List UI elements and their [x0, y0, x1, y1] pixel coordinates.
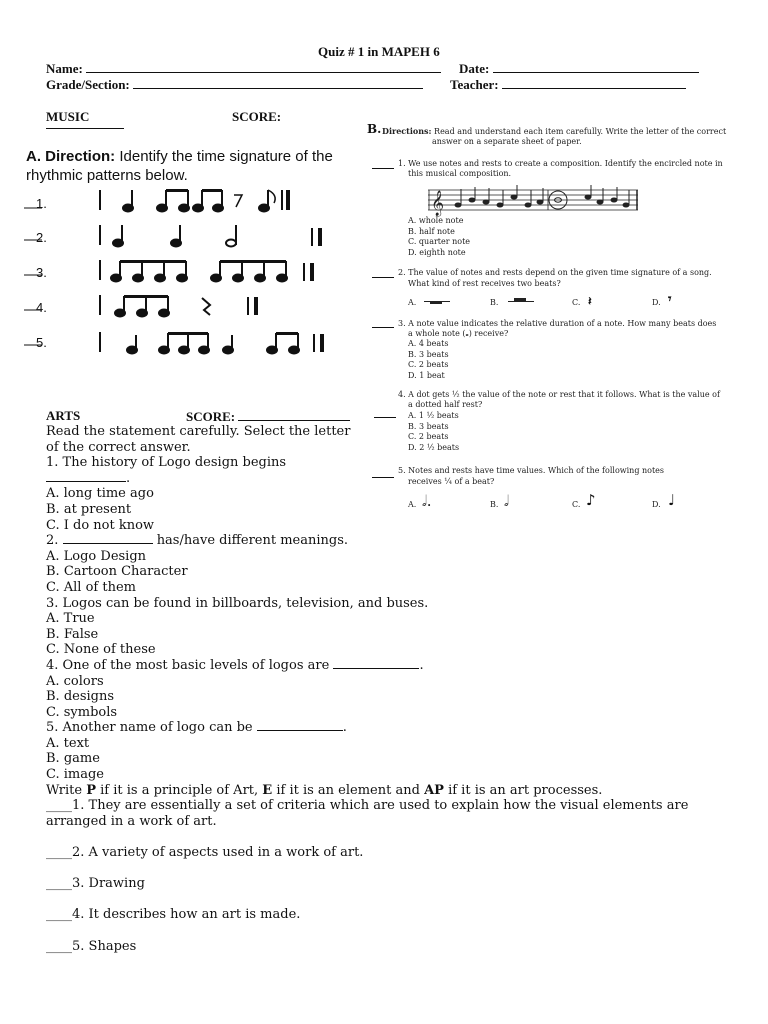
b-q4-option-b[interactable]: B. 3 beats: [408, 421, 449, 431]
arts-score-field[interactable]: [238, 408, 350, 421]
arts-item-2: ____2. A variety of aspects used in a work of art.: [46, 845, 364, 861]
b-q3-text: 3. A note value indicates the relative duration of a note. How many beats does: [398, 319, 717, 328]
arts-item-4: ____4. It describes how an art is made.: [46, 907, 301, 923]
b-q5-text: 5. Notes and rests have time values. Which of the following notes: [398, 466, 665, 475]
arts-q4-b[interactable]: B. designs: [46, 689, 115, 705]
b-q5-option-a[interactable]: A.: [408, 500, 417, 509]
grade-field[interactable]: [133, 76, 423, 89]
b-q4-text: 4. A dot gets ½ the value of the note or rest that it follows. What is the value of: [398, 390, 720, 399]
arts-q2-c[interactable]: C. All of them: [46, 579, 136, 595]
arts-q5-row: 5. Another name of logo can be .: [46, 720, 347, 736]
rhythm-item-1: 1.: [36, 196, 47, 211]
dotted-half-note-icon: 𝅗𝅥.: [422, 492, 432, 510]
arts-q2-text: has/have different meanings.: [156, 533, 348, 549]
name-field[interactable]: [86, 60, 441, 73]
ap-label: AP: [424, 782, 444, 798]
half-note-icon: 𝅗𝅥: [504, 492, 509, 510]
date-row: [459, 60, 699, 77]
arts-item-5: ____5. Shapes: [46, 938, 137, 954]
section-b-directions-label: Directions:: [382, 126, 432, 136]
teacher-label: Teacher:: [450, 77, 499, 92]
arts-q2-prefix: 2.: [46, 533, 59, 549]
b-q4-option-a[interactable]: A. 1 ½ beats: [408, 411, 459, 420]
section-b-directions-text-2: answer on a separate sheet of paper.: [432, 137, 582, 146]
b-q2-option-b[interactable]: B.: [490, 298, 499, 307]
b-q5-option-b[interactable]: B.: [490, 500, 499, 509]
b-q4-text-2: a dotted half rest?: [408, 400, 483, 409]
quarter-note-icon: ♩: [668, 491, 676, 509]
b-q2-text: 2. The value of notes and rests depend on the given time signature of a song.: [398, 268, 712, 277]
rhythm-item-2: 2.: [36, 230, 47, 245]
rhythm-item-5: 5.: [36, 335, 47, 350]
half-rest-icon: [514, 298, 526, 301]
arts-write-instruction: [46, 783, 726, 799]
svg-text:𝄞: 𝄞: [431, 191, 445, 216]
teacher-field[interactable]: [502, 76, 686, 89]
b-q3-text-2: a whole note (𝅝) receive?: [408, 329, 509, 338]
arts-q5-b[interactable]: B. game: [46, 751, 100, 767]
quarter-rest-icon: 𝄽: [588, 294, 592, 308]
arts-q4: 4. One of the most basic levels of logos are: [46, 657, 330, 673]
arts-q5-blank[interactable]: [257, 720, 343, 731]
b-q3-option-d[interactable]: D. 1 beat: [408, 370, 445, 380]
b-q1-option-d[interactable]: D. eighth note: [408, 247, 466, 257]
section-b-letter: B.: [367, 122, 382, 136]
arts-q5-a[interactable]: A. text: [46, 735, 90, 751]
name-label: Name:: [46, 61, 83, 76]
b-q3-blank[interactable]: [372, 327, 394, 328]
p-label: P: [86, 782, 96, 798]
arts-q5-c[interactable]: C. image: [46, 767, 104, 783]
b-q1-text: 1. We use notes and rests to create a composition. Identify the encircled note in: [398, 159, 723, 168]
name-row: [46, 60, 441, 77]
grade-row: [46, 76, 423, 93]
b-q3-options: [408, 339, 449, 381]
arts-label: ARTS: [46, 408, 81, 423]
section-b-directions: [382, 126, 732, 138]
arts-block: [46, 421, 726, 954]
section-b-directions-text: Read and understand each item carefully. Write the letter of the correct: [434, 127, 727, 136]
music-score-line[interactable]: [46, 128, 124, 129]
b-q4-option-d[interactable]: D. 2 ½ beats: [408, 442, 460, 452]
b-q1-option-c[interactable]: C. quarter note: [408, 237, 471, 246]
b-q4-option-c[interactable]: C. 2 beats: [408, 432, 449, 441]
arts-item-3: ____3. Drawing: [46, 876, 145, 892]
b-q5-option-c[interactable]: C.: [572, 500, 581, 509]
arts-q3-a[interactable]: A. True: [46, 611, 95, 627]
arts-score-row: [186, 408, 350, 425]
arts-q4-row: 4. One of the most basic levels of logos are .: [46, 657, 424, 673]
b-q2-b-staff-line: [508, 301, 534, 302]
music-label: MUSIC: [46, 109, 90, 124]
arts-q1-c[interactable]: C. I do not know: [46, 517, 155, 533]
e-label: E: [262, 782, 273, 798]
b-q1-options: [408, 216, 470, 258]
b-q1-text-2: this musical composition.: [408, 169, 512, 178]
date-label: Date:: [459, 61, 490, 76]
eighth-note-icon: ♪: [586, 491, 596, 509]
teacher-row: [450, 76, 686, 93]
arts-q1: 1. The history of Logo design begins: [46, 455, 287, 471]
date-field[interactable]: [493, 60, 699, 73]
arts-q2-blank[interactable]: [63, 533, 153, 544]
arts-q2: [46, 533, 726, 549]
b-q2-option-d[interactable]: D.: [652, 298, 661, 307]
write-label: Write: [46, 782, 83, 798]
arts-score-label: SCORE:: [186, 409, 236, 424]
arts-q3-b[interactable]: B. False: [46, 626, 99, 642]
whole-rest-icon: [430, 301, 442, 304]
arts-instruction-2: of the correct answer.: [46, 439, 191, 455]
b-q2-option-a[interactable]: A.: [408, 298, 417, 307]
arts-q1-blank[interactable]: [46, 471, 126, 482]
section-a-text: Identify the time signature of the: [119, 148, 333, 165]
b-q1-blank[interactable]: [372, 168, 394, 169]
e-text: if it is an element and: [276, 782, 420, 798]
b-q3-option-c[interactable]: C. 2 beats: [408, 360, 449, 369]
section-a-letter: A. Direction:: [26, 148, 116, 165]
p-text: if it is a principle of Art,: [100, 782, 259, 798]
b-q1-option-a[interactable]: A. whole note: [408, 216, 464, 225]
eighth-rest-icon: 𝄾: [668, 292, 672, 307]
arts-q1-a[interactable]: A. long time ago: [46, 486, 154, 502]
b-q1-staff: [428, 182, 640, 218]
b-q2-blank[interactable]: [372, 277, 394, 278]
b-q5-option-d[interactable]: D.: [652, 500, 661, 509]
rhythm-patterns: [20, 185, 365, 365]
arts-q4-c[interactable]: C. symbols: [46, 704, 118, 720]
b-q2-option-c[interactable]: C.: [572, 298, 581, 307]
section-a-text-2: rhythmic patterns below.: [26, 167, 188, 184]
arts-q4-blank[interactable]: [333, 658, 419, 669]
arts-q4-a[interactable]: A. colors: [46, 673, 104, 689]
rhythm-item-3: 3.: [36, 265, 47, 280]
quiz-title: Quiz # 1 in MAPEH 6: [318, 44, 440, 59]
arts-q3-c[interactable]: C. None of these: [46, 642, 156, 658]
arts-q5: 5. Another name of logo can be: [46, 720, 253, 736]
arts-instruction: Read the statement carefully. Select the letter: [46, 424, 351, 439]
b-q3-option-a[interactable]: A. 4 beats: [408, 339, 449, 348]
arts-q2-a[interactable]: A. Logo Design: [46, 548, 147, 564]
arts-q1-blank-row: .: [46, 471, 726, 487]
b-q4-blank[interactable]: [374, 417, 396, 418]
b-q3-option-b[interactable]: B. 3 beats: [408, 349, 449, 359]
rhythm-item-4: 4.: [36, 300, 47, 315]
b-q1-option-b[interactable]: B. half note: [408, 226, 455, 236]
arts-q1-b[interactable]: B. at present: [46, 501, 132, 517]
music-score-label: SCORE:: [232, 109, 282, 124]
section-a-direction: [26, 147, 333, 166]
arts-q3: 3. Logos can be found in billboards, television, and buses.: [46, 595, 429, 611]
ap-text: if it is an art processes.: [448, 782, 603, 798]
grade-label: Grade/Section:: [46, 77, 130, 92]
b-q5-text-2: receives ¼ of a beat?: [408, 477, 495, 486]
arts-q2-b[interactable]: B. Cartoon Character: [46, 564, 188, 580]
arts-item-1: ____1. They are essentially a set of criteria which are used to explain how the visual elements are arranged in a work of art.: [46, 798, 689, 829]
b-q2-text-2: What kind of rest receives two beats?: [408, 279, 561, 288]
